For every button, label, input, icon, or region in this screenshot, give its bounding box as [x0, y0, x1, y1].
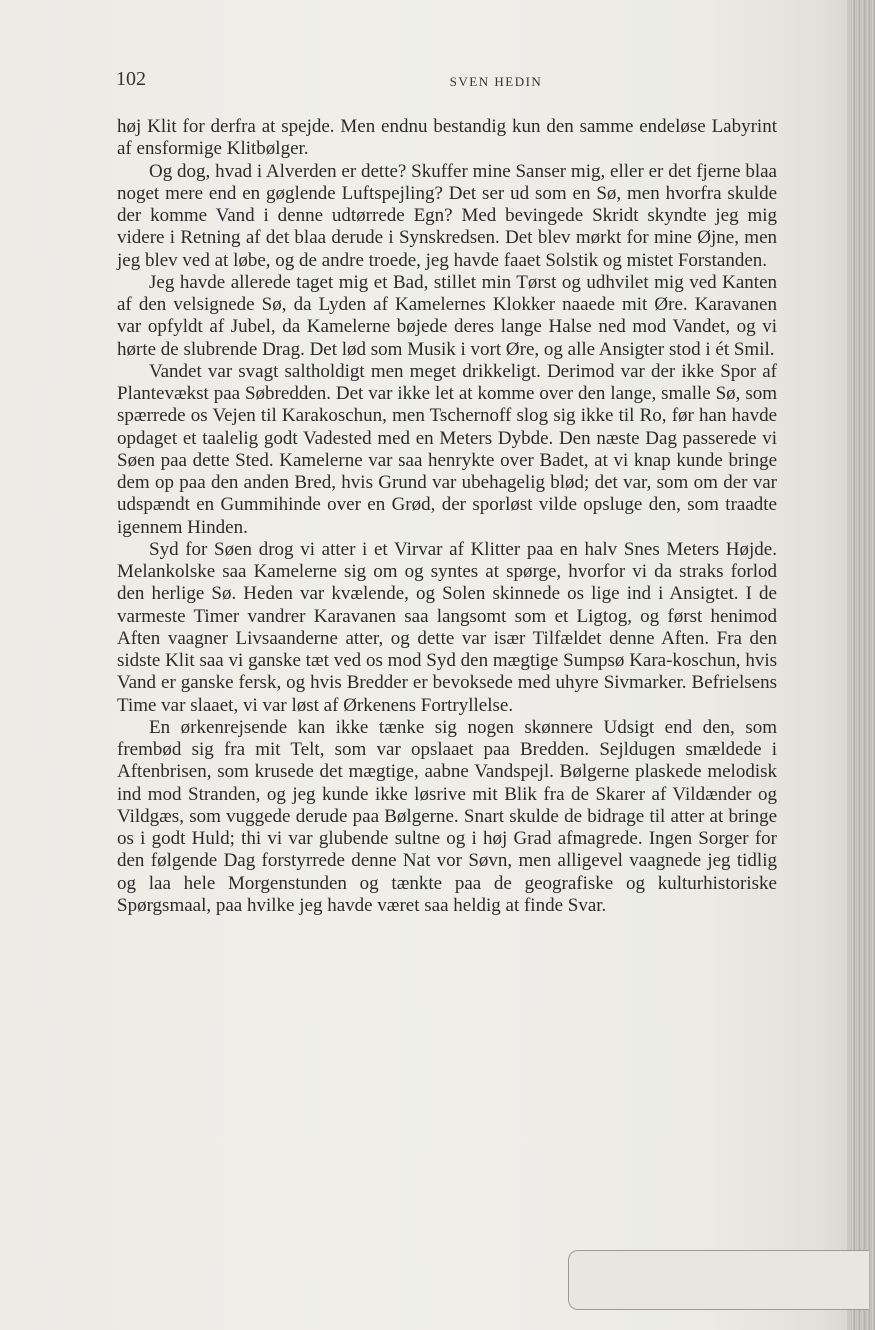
paragraph: Og dog, hvad i Alverden er dette? Skuffer mine Sanser mig, eller er det fjerne blaa noget mere end en gøglende Luftspejling? Det ser ud som en Sø, men hvorfra skulde der komme Vand i denne udtørrede Egn? Med bevingede Skridt skyndte jeg mig videre i Retning af det blaa derude i Synskredsen. Det blev mørkt for mine Øjne, men jeg blev ved at løbe, og de andre troede, jeg havde faaet Solstik og mistet Forstanden.	[117, 160, 777, 271]
paragraph: En ørkenrejsende kan ikke tænke sig nogen skønnere Udsigt end den, som frembød sig fra mit Telt, som var opslaaet paa Bredden. Sejldugen smældede i Aftenbrisen, som krusede det mægtige, aabne Vandspejl. Bølgerne plaskede melodisk ind mod Stranden, og jeg kunde ikke løsrive mit Blik fra de Skarer af Vildænder og Vildgæs, som vuggede derude paa Bølgerne. Snart skulde de bidrage til atter at bringe os i godt Huld; thi vi var glubende sultne og i høj Grad afmagrede. Ingen Sorger for den følgende Dag forstyrrede denne Nat vor Søvn, men alligevel vaagnede jeg tidlig og laa hele Morgenstunden og tænkte paa de geografiske og kulturhistoriske Spørgsmaal, paa hvilke jeg havde været saa heldig at finde Svar.	[117, 716, 777, 916]
page-number: 102	[116, 68, 146, 90]
body-text	[117, 116, 777, 917]
running-head: SVEN HEDIN	[449, 74, 543, 89]
paragraph: Jeg havde allerede taget mig et Bad, stillet min Tørst og udhvilet mig ved Kanten af den velsignede Sø, da Lyden af Kamelernes Klokker naaede mit Øre. Karavanen var opfyldt af Jubel, da Kamelerne bøjede deres lange Halse ned mod Vandet, og vi hørte de slubrende Drag. Det lød som Musik i vort Øre, og alle Ansigter stod i ét Smil.	[117, 271, 777, 360]
page-header	[116, 68, 776, 98]
paragraph: Syd for Søen drog vi atter i et Virvar af Klitter paa en halv Snes Meters Højde. Melankolske saa Kamelerne sig om og syntes at spørge, hvorfor vi da straks forlod den herlige Sø. Heden var kvælende, og Solen skinnede os lige ind i Ansigtet. I de varmeste Timer vandrer Karavanen saa langsomt som et Ligtog, og først henimod Aften vaagner Livsaanderne atter, og dette var især Tilfældet denne Aften. Fra den sidste Klit saa vi ganske tæt ved os mod Syd den mægtige Sumpsø Kara-koschun, hvis Vand er ganske fersk, og hvis Bredder er bevoksede med uhyre Sivmarker. Befrielsens Time var slaaet, vi var løst af Ørkenens Fortryllelse.	[117, 538, 777, 716]
paragraph: Vandet var svagt saltholdigt men meget drikkeligt. Derimod var der ikke Spor af Plantevækst paa Søbredden. Det var ikke let at komme over den lange, smalle Sø, som spærrede os Vejen til Karakoschun, men Tschernoff slog sig ikke til Ro, før han havde opdaget et taalelig godt Vadested med en Meters Dybde. Den næste Dag passerede vi Søen paa dette Sted. Kamelerne var saa henrykte over Badet, at vi knap kunde bringe dem op paa den anden Bred, hvis Grund var ubehagelig blød; det var, som om der var udspændt en Gummihinde over en Grød, der sporløst vilde opsluge den, som traadte igennem Hinden.	[117, 360, 777, 538]
corner-tab-outline	[568, 1250, 869, 1310]
page-edge-strip	[851, 0, 875, 1330]
paragraph: høj Klit for derfra at spejde. Men endnu bestandig kun den samme endeløse Labyrint af ensformige Klitbølger.	[117, 116, 777, 160]
